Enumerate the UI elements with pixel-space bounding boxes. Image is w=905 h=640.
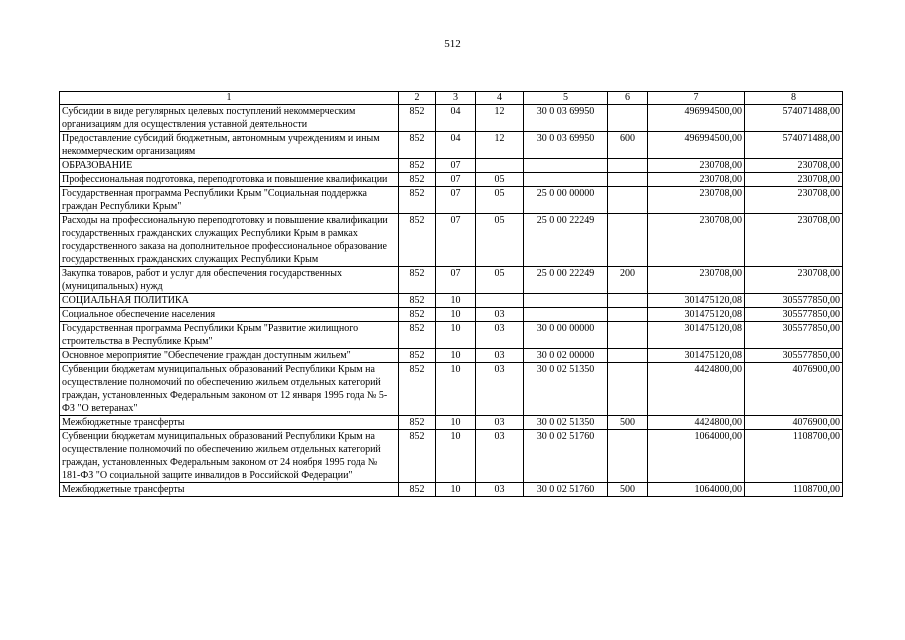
row-target-article-cell: 25 0 00 22249	[524, 267, 608, 294]
row-name-cell: Субвенции бюджетам муниципальных образований Республики Крым на осуществление полномочий по обеспечению жильем отдельных категорий граждан, установленных Федеральным законом от 12 января 1995 года № 5-ФЗ "О ветеранах"	[60, 363, 399, 416]
row-name-cell: Предоставление субсидий бюджетным, автономным учреждениям и иным некоммерческим организациям	[60, 132, 399, 159]
row-section-cell: 04	[436, 105, 476, 132]
row-name-cell: СОЦИАЛЬНАЯ ПОЛИТИКА	[60, 294, 399, 308]
row-section-cell: 10	[436, 308, 476, 322]
row-expense-type-cell: 500	[608, 483, 648, 497]
row-amount-year1-cell: 4424800,00	[648, 416, 745, 430]
row-amount-year2-cell: 1108700,00	[745, 483, 843, 497]
row-subsection-cell: 05	[476, 173, 524, 187]
row-name-cell: Государственная программа Республики Крым "Социальная поддержка граждан Республики Крым"	[60, 187, 399, 214]
table-row	[60, 322, 843, 349]
row-amount-year2-cell: 4076900,00	[745, 416, 843, 430]
row-expense-type-cell: 200	[608, 267, 648, 294]
row-admin-code-cell: 852	[399, 187, 436, 214]
row-amount-year1-cell: 1064000,00	[648, 430, 745, 483]
row-section-cell: 10	[436, 363, 476, 416]
row-target-article-cell	[524, 294, 608, 308]
row-admin-code-cell: 852	[399, 308, 436, 322]
row-name-cell: Профессиональная подготовка, переподготовка и повышение квалификации	[60, 173, 399, 187]
row-name-cell: Государственная программа Республики Крым "Развитие жилищного строительства в Республике Крым"	[60, 322, 399, 349]
row-admin-code-cell: 852	[399, 430, 436, 483]
row-amount-year1-cell: 230708,00	[648, 267, 745, 294]
column-header: 5	[524, 92, 608, 105]
row-admin-code-cell: 852	[399, 416, 436, 430]
row-expense-type-cell	[608, 363, 648, 416]
row-expense-type-cell	[608, 105, 648, 132]
row-amount-year2-cell: 4076900,00	[745, 363, 843, 416]
table-row	[60, 105, 843, 132]
row-subsection-cell: 12	[476, 132, 524, 159]
table-row	[60, 363, 843, 416]
row-amount-year1-cell: 1064000,00	[648, 483, 745, 497]
row-subsection-cell: 03	[476, 483, 524, 497]
row-name-cell: Межбюджетные трансферты	[60, 483, 399, 497]
row-name-cell: Межбюджетные трансферты	[60, 416, 399, 430]
row-name-cell: Основное мероприятие "Обеспечение граждан доступным жильем"	[60, 349, 399, 363]
column-header: 7	[648, 92, 745, 105]
row-subsection-cell: 03	[476, 416, 524, 430]
row-amount-year1-cell: 496994500,00	[648, 105, 745, 132]
row-subsection-cell: 05	[476, 214, 524, 267]
row-name-cell: Расходы на профессиональную переподготовку и повышение квалификации государственных гражданских служащих Республики Крым в рамках государственного заказа на дополнительное профессиональное образование государственных гражданских служащих Республики Крым	[60, 214, 399, 267]
table-row	[60, 214, 843, 267]
row-amount-year2-cell: 305577850,00	[745, 294, 843, 308]
row-admin-code-cell: 852	[399, 105, 436, 132]
row-admin-code-cell: 852	[399, 294, 436, 308]
row-amount-year2-cell: 574071488,00	[745, 132, 843, 159]
row-amount-year1-cell: 301475120,08	[648, 349, 745, 363]
table-row	[60, 308, 843, 322]
row-subsection-cell: 03	[476, 430, 524, 483]
row-section-cell: 10	[436, 430, 476, 483]
row-admin-code-cell: 852	[399, 214, 436, 267]
row-amount-year2-cell: 230708,00	[745, 187, 843, 214]
table-row	[60, 483, 843, 497]
row-amount-year1-cell: 301475120,08	[648, 294, 745, 308]
row-section-cell: 07	[436, 267, 476, 294]
row-admin-code-cell: 852	[399, 483, 436, 497]
row-target-article-cell: 30 0 02 00000	[524, 349, 608, 363]
table-row	[60, 267, 843, 294]
row-section-cell: 07	[436, 187, 476, 214]
row-target-article-cell: 30 0 03 69950	[524, 105, 608, 132]
row-amount-year2-cell: 305577850,00	[745, 322, 843, 349]
row-expense-type-cell: 500	[608, 416, 648, 430]
row-target-article-cell	[524, 159, 608, 173]
table-row	[60, 416, 843, 430]
page-number: 512	[444, 38, 461, 50]
row-section-cell: 10	[436, 322, 476, 349]
table-row	[60, 187, 843, 214]
row-admin-code-cell: 852	[399, 159, 436, 173]
row-subsection-cell	[476, 294, 524, 308]
row-target-article-cell	[524, 173, 608, 187]
row-expense-type-cell	[608, 308, 648, 322]
row-expense-type-cell	[608, 159, 648, 173]
row-name-cell: Субсидии в виде регулярных целевых поступлений некоммерческим организациям для осуществления уставной деятельности	[60, 105, 399, 132]
row-expense-type-cell: 600	[608, 132, 648, 159]
row-target-article-cell: 25 0 00 00000	[524, 187, 608, 214]
row-admin-code-cell: 852	[399, 349, 436, 363]
row-amount-year2-cell: 230708,00	[745, 173, 843, 187]
row-amount-year1-cell: 4424800,00	[648, 363, 745, 416]
column-header: 4	[476, 92, 524, 105]
table-header-row	[60, 92, 843, 105]
column-header: 2	[399, 92, 436, 105]
column-header: 6	[608, 92, 648, 105]
row-expense-type-cell	[608, 214, 648, 267]
row-amount-year2-cell: 305577850,00	[745, 349, 843, 363]
row-amount-year1-cell: 301475120,08	[648, 322, 745, 349]
row-subsection-cell: 03	[476, 322, 524, 349]
row-target-article-cell: 30 0 00 00000	[524, 322, 608, 349]
row-expense-type-cell	[608, 349, 648, 363]
table-row	[60, 132, 843, 159]
row-expense-type-cell	[608, 294, 648, 308]
row-admin-code-cell: 852	[399, 132, 436, 159]
row-amount-year1-cell: 230708,00	[648, 173, 745, 187]
row-subsection-cell: 03	[476, 349, 524, 363]
row-subsection-cell	[476, 159, 524, 173]
row-admin-code-cell: 852	[399, 173, 436, 187]
column-header: 3	[436, 92, 476, 105]
row-subsection-cell: 12	[476, 105, 524, 132]
table-row	[60, 173, 843, 187]
row-admin-code-cell: 852	[399, 363, 436, 416]
row-expense-type-cell	[608, 322, 648, 349]
row-amount-year1-cell: 230708,00	[648, 159, 745, 173]
row-expense-type-cell	[608, 173, 648, 187]
row-subsection-cell: 03	[476, 308, 524, 322]
row-target-article-cell: 30 0 02 51350	[524, 416, 608, 430]
row-subsection-cell: 03	[476, 363, 524, 416]
row-expense-type-cell	[608, 430, 648, 483]
row-section-cell: 07	[436, 173, 476, 187]
budget-table	[59, 91, 843, 497]
row-amount-year2-cell: 305577850,00	[745, 308, 843, 322]
row-subsection-cell: 05	[476, 267, 524, 294]
row-name-cell: ОБРАЗОВАНИЕ	[60, 159, 399, 173]
row-target-article-cell	[524, 308, 608, 322]
row-admin-code-cell: 852	[399, 322, 436, 349]
row-name-cell: Субвенции бюджетам муниципальных образований Республики Крым на осуществление полномочий по обеспечению жильем отдельных категорий граждан, установленных Федеральным законом от 24 ноября 1995 года № 181-ФЗ "О социальной защите инвалидов в Российской Федерации"	[60, 430, 399, 483]
row-section-cell: 10	[436, 483, 476, 497]
row-admin-code-cell: 852	[399, 267, 436, 294]
row-name-cell: Социальное обеспечение населения	[60, 308, 399, 322]
row-amount-year1-cell: 230708,00	[648, 187, 745, 214]
column-header: 1	[60, 92, 399, 105]
row-section-cell: 10	[436, 294, 476, 308]
row-amount-year1-cell: 230708,00	[648, 214, 745, 267]
row-section-cell: 10	[436, 349, 476, 363]
row-amount-year2-cell: 230708,00	[745, 159, 843, 173]
row-amount-year2-cell: 230708,00	[745, 267, 843, 294]
row-section-cell: 07	[436, 214, 476, 267]
row-section-cell: 07	[436, 159, 476, 173]
row-amount-year1-cell: 496994500,00	[648, 132, 745, 159]
row-target-article-cell: 30 0 02 51760	[524, 430, 608, 483]
row-target-article-cell: 30 0 02 51760	[524, 483, 608, 497]
row-target-article-cell: 30 0 02 51350	[524, 363, 608, 416]
table-row	[60, 349, 843, 363]
row-amount-year2-cell: 574071488,00	[745, 105, 843, 132]
row-name-cell: Закупка товаров, работ и услуг для обеспечения государственных (муниципальных) нужд	[60, 267, 399, 294]
table-row	[60, 430, 843, 483]
table-row	[60, 159, 843, 173]
row-amount-year2-cell: 1108700,00	[745, 430, 843, 483]
row-target-article-cell: 25 0 00 22249	[524, 214, 608, 267]
row-section-cell: 10	[436, 416, 476, 430]
column-header: 8	[745, 92, 843, 105]
row-amount-year1-cell: 301475120,08	[648, 308, 745, 322]
table-body	[60, 105, 843, 497]
table-row	[60, 294, 843, 308]
row-target-article-cell: 30 0 03 69950	[524, 132, 608, 159]
row-amount-year2-cell: 230708,00	[745, 214, 843, 267]
row-subsection-cell: 05	[476, 187, 524, 214]
row-section-cell: 04	[436, 132, 476, 159]
row-expense-type-cell	[608, 187, 648, 214]
